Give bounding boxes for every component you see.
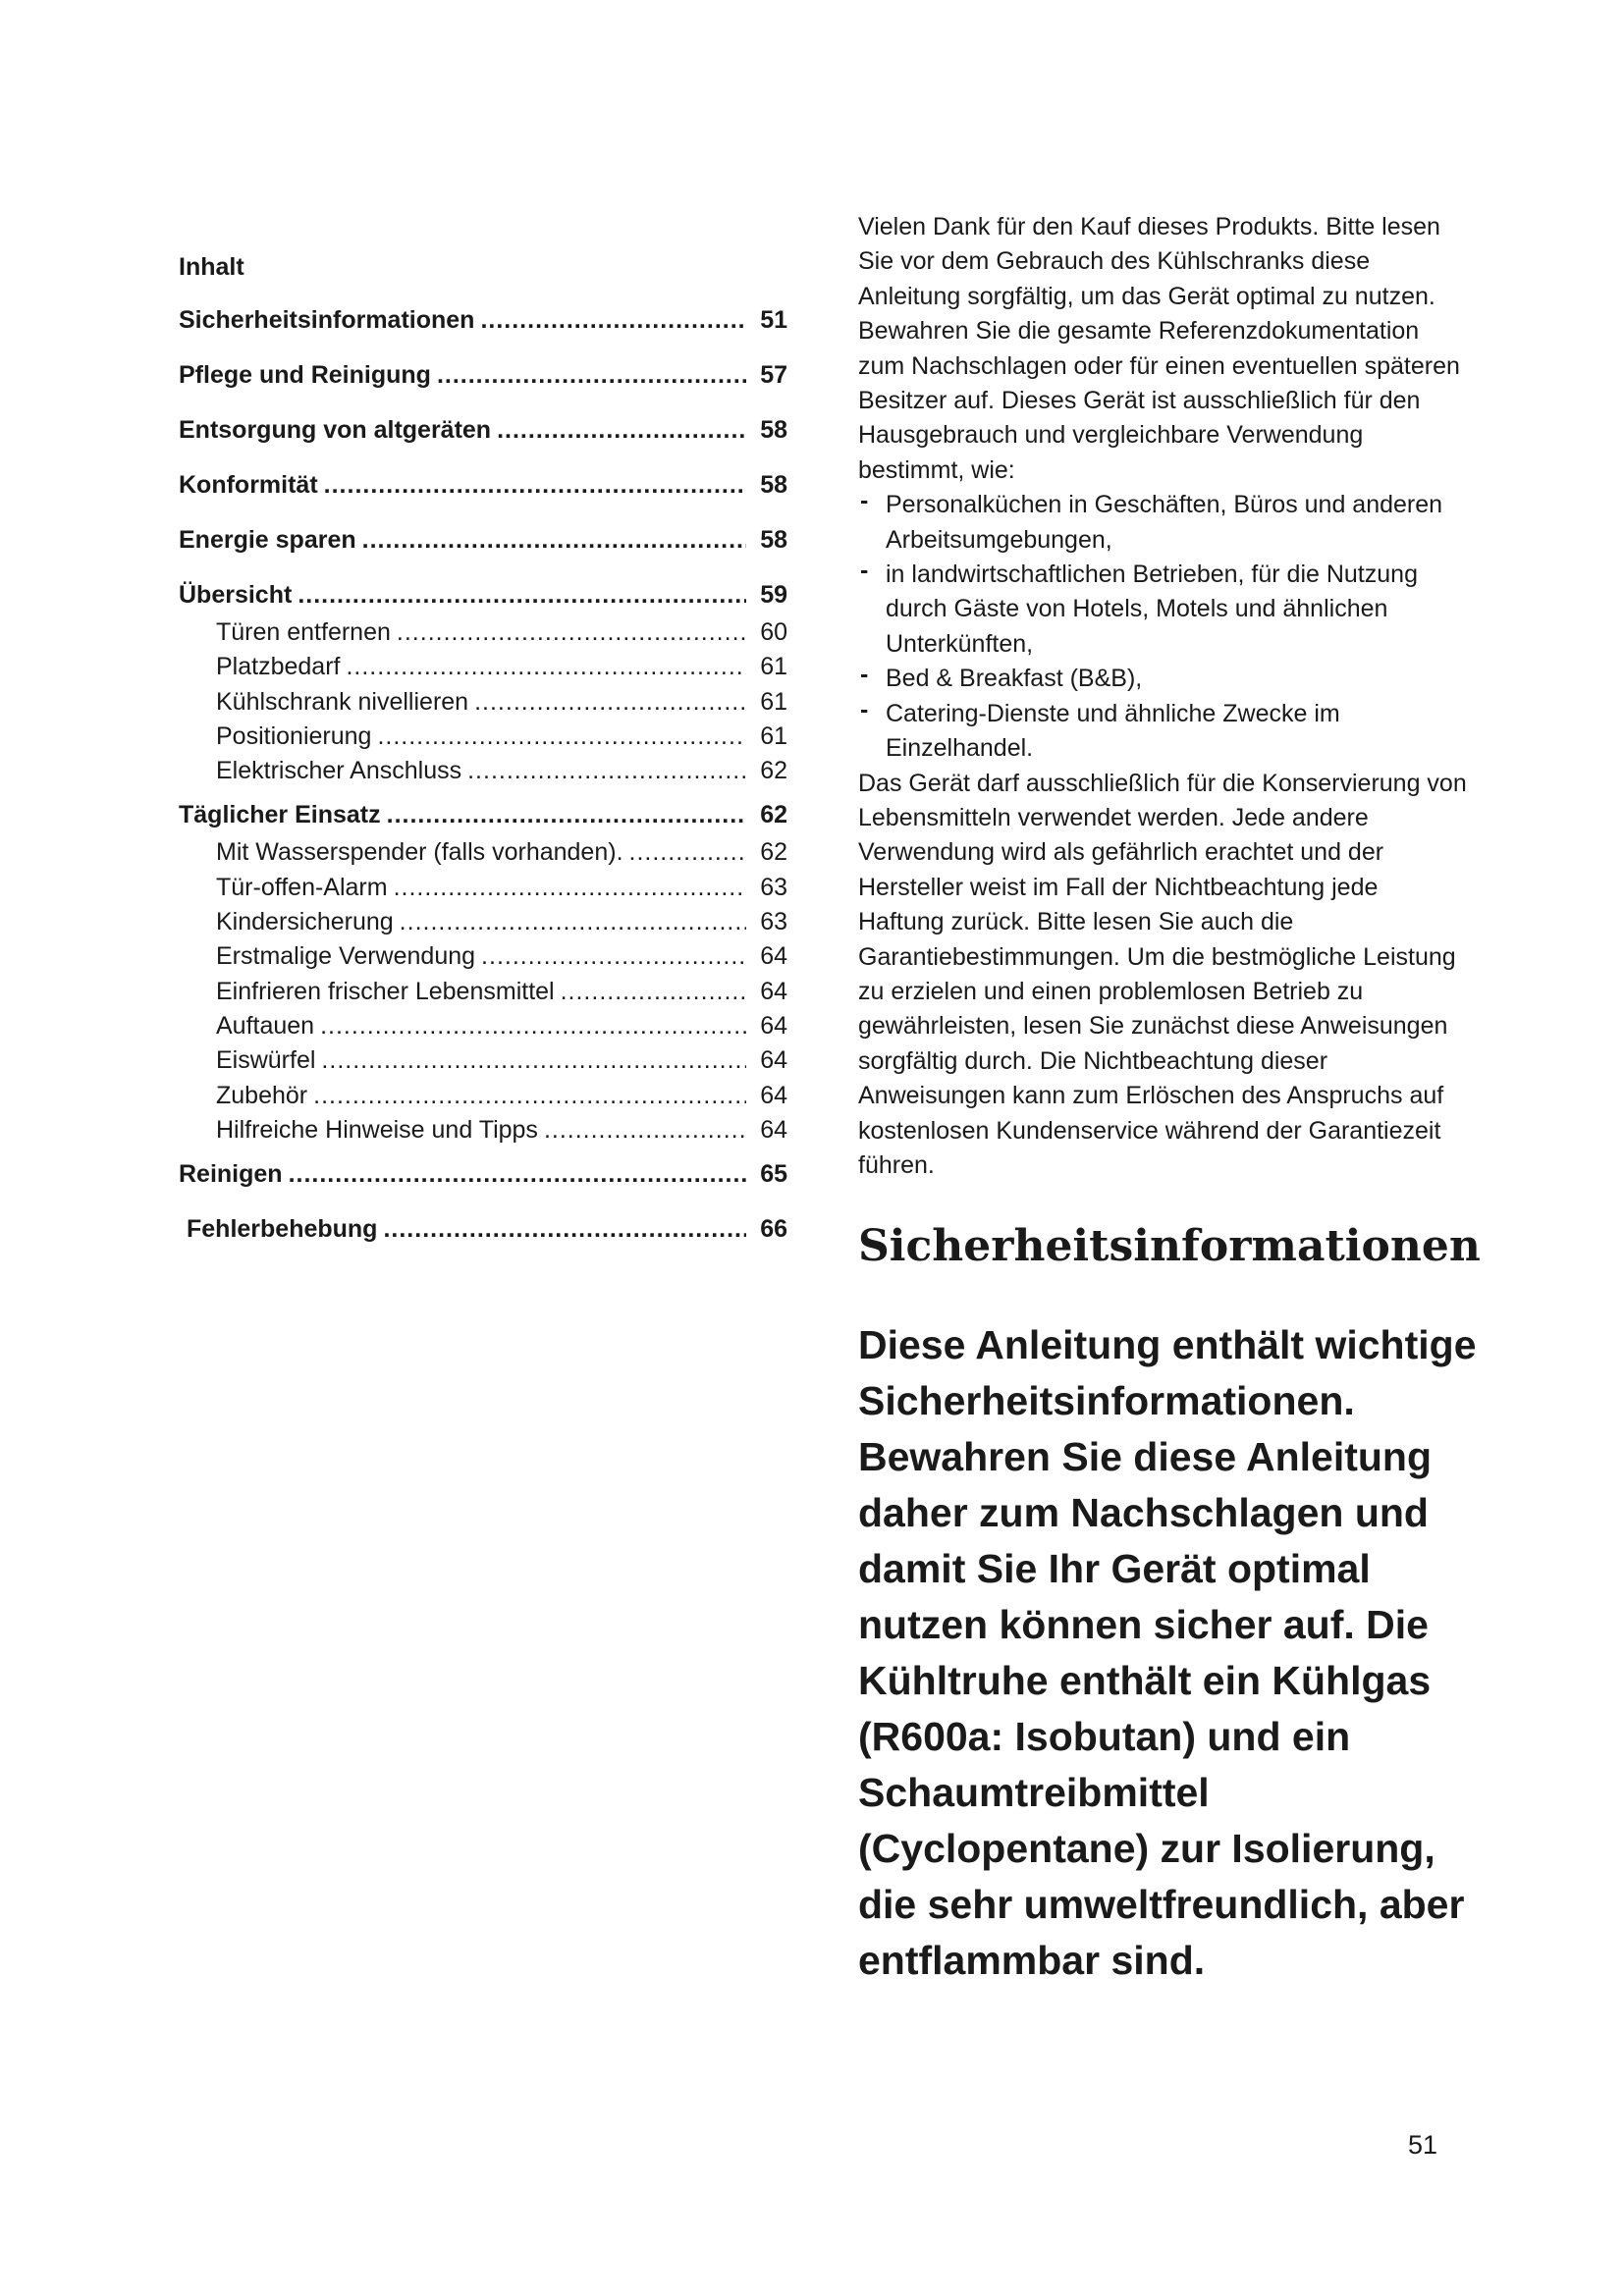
toc-leader (387, 798, 746, 831)
toc-subentry[interactable] (179, 1043, 787, 1078)
toc-subentry[interactable] (179, 905, 787, 939)
toc-subentry-label: Platzbedarf (216, 653, 341, 681)
toc-entry-label: Täglicher Einsatz (179, 801, 381, 829)
toc-subentry[interactable] (179, 720, 787, 754)
toc-entry-label: Entsorgung von altgeräten (179, 416, 492, 444)
toc-subentry-label: Türen entfernen (216, 618, 391, 646)
toc-subentry-label: Kindersicherung (216, 908, 394, 936)
toc-subentry-label: Kühlschrank nivellieren (216, 687, 469, 716)
toc-subentry[interactable] (179, 615, 787, 650)
toc-entry-label: Übersicht (179, 581, 293, 609)
toc-entry-page: 58 (760, 526, 787, 554)
toc-entry-label: Pflege und Reinigung (179, 361, 431, 389)
toc-subentry-page: 61 (760, 653, 787, 681)
toc-entry[interactable] (179, 523, 787, 557)
toc-subentry-page: 62 (760, 757, 787, 785)
toc-subentry-label: Auftauen (216, 1011, 315, 1040)
toc-leader (481, 939, 746, 974)
toc-leader (394, 871, 746, 905)
toc-subentry-page: 63 (760, 908, 787, 936)
toc-subentry-label: Mit Wasserspender (falls vorhanden). (216, 838, 623, 867)
toc-subentry[interactable] (179, 650, 787, 684)
toc-leader (561, 975, 746, 1009)
section-heading: Sicherheitsinformationen (858, 1221, 1481, 1271)
toc-leader (480, 303, 746, 337)
toc-leader (324, 468, 746, 502)
list-item: - in landwirtschaftlichen Betrieben, für die Nutzung durch Gäste von Hotels, Motels und ähnlichen Unterkünften, (858, 558, 1467, 662)
toc-entry[interactable] (179, 468, 787, 502)
toc-subentry[interactable] (179, 1009, 787, 1043)
toc-subentry-page: 63 (760, 873, 787, 901)
toc-subentries-uebersicht (179, 615, 787, 788)
toc-subentry[interactable] (179, 871, 787, 905)
toc-leader (400, 905, 746, 939)
toc-subentry[interactable] (179, 835, 787, 870)
list-item: - Bed & Breakfast (B&B), (858, 662, 1467, 696)
toc-entry-page: 51 (760, 306, 787, 334)
toc-leader (313, 1079, 746, 1113)
toc-entry-label: Fehlerbehebung (187, 1215, 378, 1244)
toc-subentry[interactable] (179, 939, 787, 974)
toc-entry[interactable] (179, 798, 787, 831)
intro-paragraph: Vielen Dank für den Kauf dieses Produkts. Bitte lesen Sie vor dem Gebrauch des Kühlschranks diese Anleitung sorgfältig, um das Gerät optimal zu nutzen. Bewahren Sie die gesamte Referenzdokumentation zum Nachschlagen oder für einen eventuellen späteren Besitzer auf. Dieses Gerät ist ausschließlich für den Hausgebrauch und vergleichbare Verwendung bestimmt, wie: (858, 213, 1460, 484)
toc-leader (497, 413, 746, 447)
toc-subentry[interactable] (179, 1079, 787, 1113)
toc-subentry-page: 64 (760, 942, 787, 971)
toc-subentry-page: 61 (760, 721, 787, 750)
toc-entry[interactable] (179, 413, 787, 447)
toc-subentry-page: 64 (760, 1115, 787, 1144)
toc-leader (320, 1009, 746, 1043)
toc-leader (474, 685, 746, 720)
toc-leader (346, 650, 746, 684)
toc-entry[interactable] (179, 578, 787, 612)
list-item: - Personalküchen in Geschäften, Büros und anderen Arbeitsumgebungen, (858, 488, 1467, 558)
intro-text (858, 210, 1467, 1183)
toc-subentry[interactable] (179, 754, 787, 788)
toc-entry-label: Reinigen (179, 1160, 283, 1189)
toc-entry-page: 62 (760, 801, 787, 829)
toc-subentry-label: Zubehör (216, 1081, 308, 1109)
toc-subentry-page: 62 (760, 838, 787, 867)
toc-entry-page: 65 (760, 1160, 787, 1189)
toc-entry-label: Energie sparen (179, 526, 356, 554)
toc-leader (629, 835, 746, 870)
toc-entry[interactable] (179, 1212, 787, 1246)
toc-subentry-page: 60 (760, 618, 787, 646)
toc-leader (437, 358, 746, 392)
toc-subentries-taeglich (179, 835, 787, 1148)
list-item: - Catering-Dienste und ähnliche Zwecke im Einzelhandel. (858, 697, 1467, 767)
toc-entry[interactable] (179, 358, 787, 392)
page-number: 51 (1408, 2130, 1438, 2160)
toc-entry-label: Konformität (179, 471, 318, 499)
table-of-contents (179, 253, 787, 1267)
toc-entry[interactable] (179, 1157, 787, 1191)
toc-leader (289, 1157, 746, 1191)
toc-subentry-label: Hilfreiche Hinweise und Tipps (216, 1115, 538, 1144)
toc-subentry-label: Einfrieren frischer Lebensmittel (216, 977, 555, 1005)
toc-subentry-page: 64 (760, 1081, 787, 1109)
toc-leader (383, 1212, 746, 1246)
toc-subentry-label: Elektrischer Anschluss (216, 757, 462, 785)
toc-leader (467, 754, 746, 788)
toc-entry-page: 59 (760, 581, 787, 609)
intro-paragraph: Das Gerät darf ausschließlich für die Konservierung von Lebensmitteln verwendet werden. Jede andere Verwendung wird als gefährlich erachtet und der Hersteller weist im Fall der Nichtbeachtung jede Haftung zurück. Bitte lesen Sie auch die Garantiebestimmungen. Um die bestmögliche Leistung zu erzielen und einen problemlosen Betrieb zu gewährleisten, lesen Sie zunächst diese Anweisungen sorgfältig durch. Die Nichtbeachtung dieser Anweisungen kann zum Erlöschen des Anspruchs auf kostenlosen Kundenservice während der Garantiezeit führen. (858, 769, 1467, 1179)
toc-leader (544, 1113, 746, 1148)
toc-subentry-page: 64 (760, 1011, 787, 1040)
toc-subentry-label: Eiswürfel (216, 1046, 316, 1075)
toc-subentry[interactable] (179, 685, 787, 720)
toc-title: Inhalt (179, 253, 244, 281)
usage-list (858, 488, 1467, 766)
toc-leader (377, 720, 746, 754)
toc-entry-page: 58 (760, 471, 787, 499)
toc-leader (321, 1043, 746, 1078)
toc-subentry-page: 64 (760, 1046, 787, 1075)
toc-entry-page: 58 (760, 416, 787, 444)
toc-leader (298, 578, 746, 612)
toc-subentry[interactable] (179, 975, 787, 1009)
toc-entry[interactable] (179, 303, 787, 337)
toc-leader (397, 615, 746, 650)
toc-subentry-label: Positionierung (216, 721, 372, 750)
toc-subentry-page: 61 (760, 687, 787, 716)
toc-subentry-label: Erstmalige Verwendung (216, 942, 476, 971)
toc-subentry-page: 64 (760, 977, 787, 1005)
toc-subentry-label: Tür-offen-Alarm (216, 873, 388, 901)
toc-leader (362, 523, 746, 557)
toc-entry-label: Sicherheitsinformationen (179, 306, 475, 334)
toc-entry-page: 66 (760, 1215, 787, 1244)
safety-warning: Diese Anleitung enthält wichtige Sicherheitsinformationen. Bewahren Sie diese Anleitung daher zum Nachschlagen und damit Sie Ihr Gerät optimal nutzen können sicher auf. Die Kühltruhe enthält ein Kühlgas (R600a: Isobutan) und ein Schaumtreibmittel (Cyclopentane) zur Isolierung, die sehr umweltfreundlich, aber entflammbar sind. (858, 1322, 1477, 1983)
toc-subentry[interactable] (179, 1113, 787, 1148)
toc-entry-page: 57 (760, 361, 787, 389)
